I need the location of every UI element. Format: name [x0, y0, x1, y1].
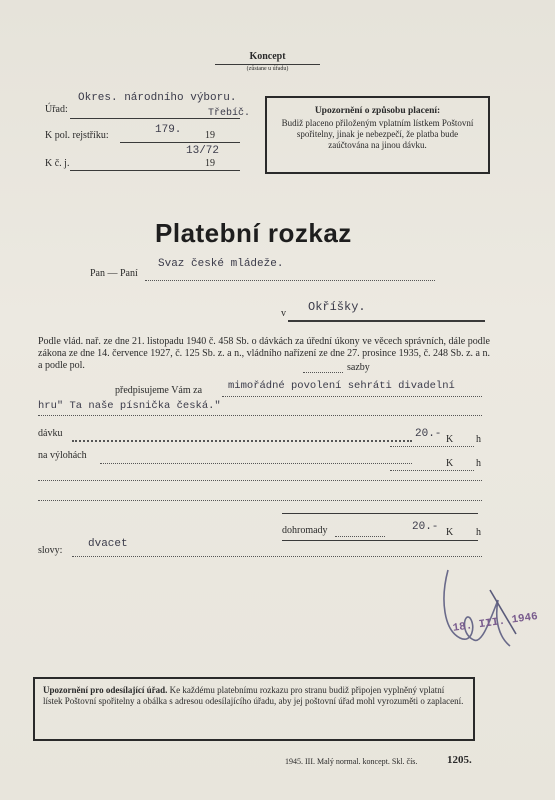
slovy-value: dvacet: [88, 538, 128, 550]
davka-amount-line: [390, 446, 474, 447]
place-line: [288, 320, 485, 322]
predpis-label: předpisujeme Vám za: [115, 385, 203, 396]
vylohy-dots: [100, 463, 412, 464]
blank-line-1: [38, 480, 482, 481]
urad-value: Okres. národního výboru.: [78, 92, 237, 104]
total-rule: [282, 513, 478, 514]
total-h: h: [476, 527, 481, 538]
predpis-line-2: [38, 415, 482, 416]
predpis-value-1: mimořádné povolení sehráti divadelní: [228, 380, 455, 392]
total-underline: [282, 540, 478, 541]
koncept-note: (zůstane u úřadu): [246, 66, 289, 72]
davka-dots: [72, 440, 412, 442]
slovy-line: [72, 556, 482, 557]
kcj-year: 19: [205, 158, 215, 169]
davka-value: 20.-: [415, 428, 442, 440]
slovy-label: slovy:: [38, 545, 63, 556]
recipient-label: Pan — Paní: [90, 268, 138, 279]
predpis-line-1: [222, 396, 482, 397]
davka-label: dávku: [38, 428, 63, 439]
sender-notice-title: Upozornění pro odesílající úřad.: [43, 685, 168, 695]
payment-notice-text: Budiž placeno přiloženým vplatním lístkem Poštovní spořitelny, jinak je nebezpečí, že platba bude zaúčtována na jinou dávku.: [281, 118, 474, 150]
page-title: Platební rozkaz: [155, 218, 352, 248]
sazby-blank: [303, 372, 343, 373]
place-prefix: v: [281, 308, 286, 319]
koncept-heading: Koncept: [249, 51, 286, 62]
total-dots: [335, 536, 385, 537]
vylohy-amount-line: [390, 470, 474, 471]
urad-line: [70, 118, 240, 119]
kcj-line: [70, 170, 240, 171]
blank-line-2: [38, 500, 482, 501]
payment-notice-title: Upozornění o způsobu placení:: [314, 106, 441, 116]
predpis-value-2: hru" Ta naše písnička česká.": [38, 400, 221, 412]
urad-label: Úřad:: [45, 104, 68, 115]
rejstrik-year: 19: [205, 130, 215, 141]
davka-k: K: [446, 434, 454, 445]
kcj-label: K č. j.: [45, 158, 70, 169]
sender-notice-text: Ke každému platebnímu rozkazu pro stranu budiž připojen vyplněný vplatní lístek Poštovní spořitelny a obálka s adresou odesílajícího úřadu, aby jej poštovní úřad mohl vyrozuměti o zaplacení.: [43, 685, 464, 706]
koncept-underline: [215, 64, 320, 65]
urad-city: Třebíč.: [208, 108, 251, 119]
davka-h: h: [476, 434, 481, 445]
total-k: K: [446, 527, 454, 538]
total-label: dohromady: [282, 525, 328, 536]
rejstrik-value: 179.: [155, 124, 182, 136]
kcj-value: 13/72: [186, 145, 220, 157]
vylohy-h: h: [476, 458, 481, 469]
total-value: 20.-: [412, 521, 439, 533]
recipient-value: Svaz české mládeže.: [158, 258, 284, 270]
sender-office-notice: [33, 677, 475, 741]
sazby-label: sazby: [347, 362, 370, 373]
rejstrik-label: K pol. rejstříku:: [45, 130, 109, 141]
date-stamp: 18. III. 1946: [452, 611, 539, 635]
sender-notice-body: [35, 679, 473, 707]
footer-text: 1945. III. Malý normal. koncept. Skl. čís.: [285, 757, 418, 766]
footer-number: 1205.: [447, 754, 472, 766]
vylohy-k: K: [446, 458, 454, 469]
vylohy-label: na výlohách: [38, 450, 87, 461]
legal-text: Podle vlád. nař. ze dne 21. listopadu 1940 č. 458 Sb. o dávkách za úřední úkony ve věcech správních, dále podle zákona ze dne 14. července 1927, č. 125 Sb. z. a n., vládního nařízení ze dne 27. prosince 1935, č. 248 Sb. z. a n. a podle pol.: [38, 336, 490, 371]
rejstrik-line: [120, 142, 240, 143]
recipient-line: [145, 280, 435, 281]
payment-method-notice: [265, 96, 490, 174]
place-value: Okříšky.: [308, 300, 366, 314]
